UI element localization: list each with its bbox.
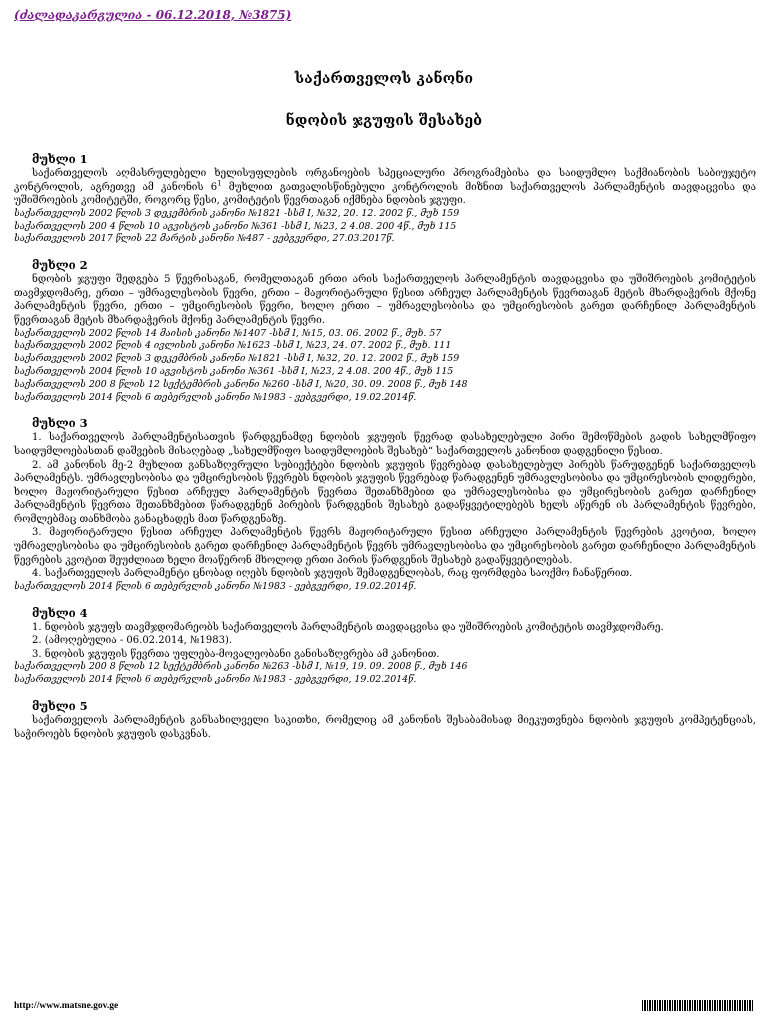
article-heading: მუხლი 5 bbox=[32, 699, 88, 714]
article-paragraph: 4. საქართველოს პარლამენტი ცნობად იღებს ნდობის ჯგუფის შემადგენლობას, რაც ფორმდება საოქმო ჩანაწერით. bbox=[32, 568, 633, 580]
article-paragraph: 2. (ამოღებულია - 06.02.2014, №1983). bbox=[32, 635, 233, 647]
article-heading: მუხლი 3 bbox=[32, 416, 88, 431]
article-4 bbox=[14, 606, 756, 687]
law-title: საქართველოს კანონი bbox=[294, 71, 474, 87]
article-1 bbox=[14, 152, 756, 246]
amendment-note: საქართველოს 2002 წლის 14 მაისის კანონი №1407 -სსმ I, №15, 03. 06. 2002 წ., მუხ. 57 bbox=[14, 327, 442, 339]
article-3 bbox=[14, 416, 756, 593]
superscript: 1 bbox=[217, 179, 222, 188]
article-paragraph: საქართველოს აღმასრულებელი ხელისუფლების ორგანოების სპეციალური პროგრამებისა და საიდუმლო საქმიანობის საბიუჯეტო კონტროლის, აგრეთვე ამ კანონის $6^1$ მუხლით გათვალისწინებული კონტროლის მიზნით საქართველოს პარლამენტის თავდაცვისა და უშიშროების კომიტეტში, როგორც წესი, კომიტეტის წევრთაგან იქმნება ნდობის ჯგუფი. bbox=[14, 168, 756, 207]
article-paragraph: საქართველოს პარლამენტის განსახილველი საკითხი, რომელიც ამ კანონის შესაბამისად მიეკუთვნება ნდობის ჯგუფის კომპეტენციას, საჭიროებს ნდობის ჯგუფის დასკვნას. bbox=[14, 715, 756, 740]
law-subtitle: ნდობის ჯგუფის შესახებ bbox=[285, 113, 483, 129]
amendment-note: საქართველოს 2004 წლის 10 აგვისტოს კანონი №361 -სსმ I, №23, 2 4.08. 200 4წ., მუხ 115 bbox=[14, 365, 454, 377]
article-heading: მუხლი 4 bbox=[32, 605, 88, 620]
amendment-note: საქართველოს 2002 წლის 4 ივლისის კანონი №1623 -სსმ I, №23, 24. 07. 2002 წ., მუხ. 111 bbox=[14, 340, 452, 352]
article-paragraph: 1. საქართველოს პარლამენტისათვის წარდგენამდე ნდობის ჯგუფის წევრად დასახელებული პირი შემოწმების გადის სახელმწიფო საიდუმლოებასთან დაშვების მისაღებად „სახელმწიფო საიდუმლოების შესახებ“ საქართველოს კანონით დადგენილი წესით. bbox=[14, 432, 756, 457]
repeal-status[interactable]: (ძალადაკარგულია - 06.12.2018, №3875) bbox=[14, 8, 292, 22]
amendment-note: საქართველოს 2014 წლის 6 თებერვლის კანონი №1983 - ვებგვერდი, 19.02.2014წ. bbox=[14, 674, 417, 686]
barcode-icon bbox=[642, 1000, 754, 1011]
amendment-note: საქართველოს 2014 წლის 6 თებერვლის კანონი №1983 - ვებგვერდი, 19.02.2014წ. bbox=[14, 580, 417, 592]
article-paragraph: 2. ამ კანონის მე-2 მუხლით განსაზღვრული სუბიექტები ნდობის ჯგუფის წევრებად დასახელებულ პირებს წარუდგენენ საქართველოს პარლამენტს. უმრავლესობისა და უმცირესობის წევრებს ნდობის ჯგუფის წევრებად წარადგენენ უმრავლესობისა და უმცირესობის ლიდერები, ხოლო მაჟორიტარული წესით არჩეულ პარლამენტის წევრთა შეთანხმებით და უმრავლესობისა და უმცირესობის გარეთ დარჩენილ პარლამენტის წევრთა შეთანხმებით წარადგენენ პირების წარდგენის შესახებ გადაწყვეტილებებს ხელს აწერენ ის პარლამენტის წევრები, რომლებმაც თანხმობა განაცხადეს მათ წარდგენაზე. bbox=[14, 459, 756, 525]
amendment-note: საქართველოს 200 8 წლის 12 სექტემბრის კანონი №263 -სსმ I, №19, 19. 09. 2008 წ., მუხ 146 bbox=[14, 661, 468, 673]
article-heading: მუხლი 2 bbox=[32, 258, 88, 273]
article-5 bbox=[14, 699, 756, 741]
footer-url-link[interactable]: http://www.matsne.gov.ge bbox=[14, 1001, 119, 1011]
article-paragraph: 1. ნდობის ჯგუფს თავმჯდომარეობს საქართველოს პარლამენტის თავდაცვისა და უშიშროების კომიტეტის თავმჯდომარე. bbox=[32, 621, 664, 633]
amendment-note: საქართველოს 200 4 წლის 10 აგვისტოს კანონი №361 -სსმ I, №23, 2 4.08. 200 4წ., მუხ 115 bbox=[14, 220, 457, 232]
article-paragraph: 3. მაჟორიტარული წესით არჩეულ პარლამენტის წევრს მაჟორიტარული წესით არჩეული პარლამენტის წევრების კვოტით, ხოლო უმრავლესობისა და უმცირესობის გარეთ დარჩენილ პარლამენტის წევრს უმრავლესობისა და უმცირესობის გარეთ დარჩენილი პარლამენტის წევრების კვოტით შეუძლიათ ხელი მოაწერონ მხოლოდ ერთი პირის წარდგენის შესახებ გადაწყვეტილებას. bbox=[14, 527, 756, 566]
article-2 bbox=[14, 258, 756, 404]
article-heading: მუხლი 1 bbox=[32, 152, 88, 166]
amendment-note: საქართველოს 2002 წლის 3 დეკემბრის კანონი №1821 -სსმ I, №32, 20. 12. 2002 წ., მუხ 159 bbox=[14, 207, 460, 219]
document-body bbox=[14, 152, 756, 753]
amendment-note: საქართველოს 2017 წლის 22 მარტის კანონი №487 - ვებგვერდი, 27.03.2017წ. bbox=[14, 233, 395, 245]
article-paragraph: 3. ნდობის ჯგუფის წევრთა უფლება-მოვალეობანი განისაზღვრება ამ კანონით. bbox=[32, 648, 440, 660]
amendment-note: საქართველოს 2014 წლის 6 თებერვლის კანონი №1983 - ვებგვერდი, 19.02.2014წ. bbox=[14, 391, 417, 403]
amendment-note: საქართველოს 2002 წლის 3 დეკემბრის კანონი №1821 -სსმ I, №32, 20. 12. 2002 წ., მუხ 159 bbox=[14, 353, 460, 365]
amendment-note: საქართველოს 200 8 წლის 12 სექტემბრის კანონი №260 -სსმ I, №20, 30. 09. 2008 წ., მუხ 148 bbox=[14, 378, 468, 390]
article-paragraph: ნდობის ჯგუფი შედგება 5 წევრისაგან, რომელთაგან ერთი არის საქართველოს პარლამენტის თავდაცვისა და უშიშროების კომიტეტის თავმჯდომარე, ერთი – უმრავლესობის წევრი, ერთი – მაჟორიტარული წესით არჩეულ პარლამენტის წევრთაგან მეტის მხარდაჭერის მქონე პარლამენტის წევრი, ერთი – უმცირესობის წევრი, ხოლო ერთი – უმრავლესობისა და უმცირესობის გარეთ დარჩენილ პარლამენტის წევრთაგან მეტის მხარდაჭერის მქონე პარლამენტის წევრი. bbox=[14, 274, 756, 326]
